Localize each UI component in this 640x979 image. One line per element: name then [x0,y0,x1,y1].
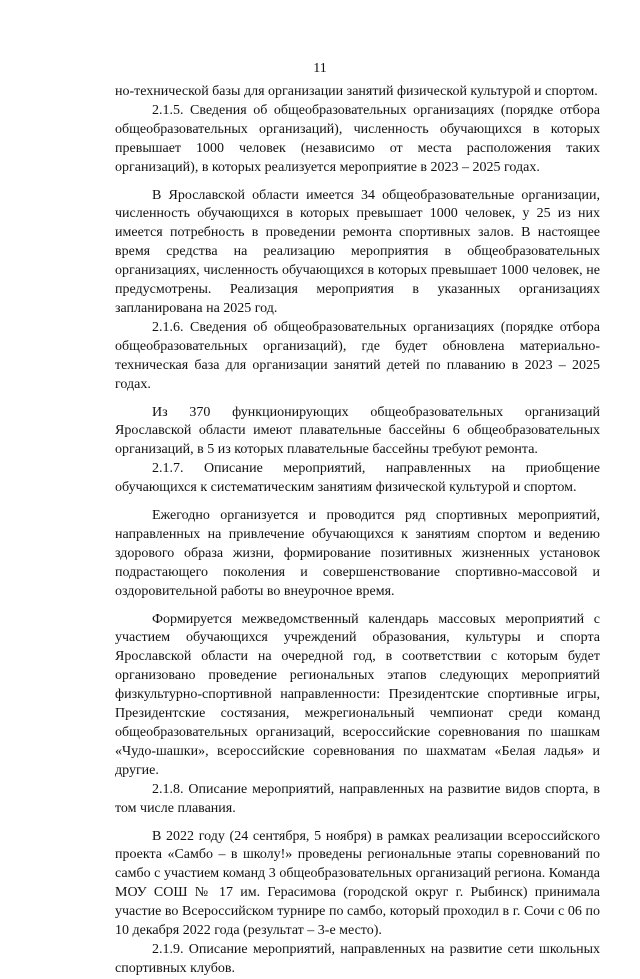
paragraph-annual-events: Ежегодно организуется и проводится ряд спортивных мероприятий, направленных на привлечение обучающихся к занятиям спортом и ведению здорового образа жизни, формирование позитивных жизненных установок подрастающего поколения и совершенствование спортивно-массовой и оздоровительной работы во внеурочное время. [115,508,600,599]
paragraph-section-2-1-7: 2.1.7. Описание мероприятий, направленных на приобщение обучающихся к систематическим занятиям физической культурой и спортом. [115,461,600,496]
page-number: 11 [313,61,327,76]
paragraph-section-2-1-9: 2.1.9. Описание мероприятий, направленных на развитие сети школьных спортивных клубов. [115,941,600,976]
paragraph-large-schools: В Ярославской области имеется 34 общеобразовательные организации, численность обучающихся в которых превышает 1000 человек, у 25 из них имеется потребность в проведении ремонта спортивных залов. В настоящее время средства на реализацию мероприятия в общеобразовательных организациях, численность обучающихся в которых превышает 1000 человек, не предусмотрены. Реализация мероприятия в указанных организациях запланирована на 2025 год. [115,187,600,316]
paragraph-section-2-1-5: 2.1.5. Сведения об общеобразовательных организациях (порядке отбора общеобразовательных организаций), численность обучающихся в которых превышает 1000 человек (независимо от места расположения таких организаций), в которых реализуется мероприятие в 2023 – 2025 годах. [115,102,600,175]
paragraph-calendar: Формируется межведомственный календарь массовых мероприятий с участием обучающихся учреждений образования, культуры и спорта Ярославской области на очередной год, в соответствии с которым будет организовано проведение региональных этапов следующих мероприятий физкультурно-спортивной направленности: Президентские спортивные игры, Президентские состязания, межрегиональный чемпионат среди команд общеобразовательных организаций, всероссийские соревнования по шашкам «Чудо-шашки», всероссийские соревнования по шахматам «Белая ладья» и другие. [115,611,600,778]
paragraph-continued: но-технической базы для организации занятий физической культурой и спортом. [115,84,598,99]
paragraph-section-2-1-8: 2.1.8. Описание мероприятий, направленных на развитие видов спорта, в том числе плавания. [115,781,600,816]
document-body [115,83,600,979]
paragraph-swimming-pools: Из 370 функционирующих общеобразовательных организаций Ярославской области имеют плавательные бассейны 6 общеобразовательных организаций, в 5 из которых плавательные бассейны требуют ремонта. [115,404,600,458]
paragraph-sambo-project: В 2022 году (24 сентября, 5 ноября) в рамках реализации всероссийского проекта «Самбо – в школу!» проведены региональные этапы соревнований по самбо с участием команд 3 общеобразовательных организаций региона. Команда МОУ СОШ № 17 им. Герасимова (городской округ г. Рыбинск) принимала участие во Всероссийском турнире по самбо, который проходил в г. Сочи с 06 по 10 декабря 2022 года (результат – 3-е место). [115,828,600,939]
paragraph-section-2-1-6: 2.1.6. Сведения об общеобразовательных организациях (порядке отбора общеобразовательных организаций), где будет обновлена материально-техническая база для организации занятий детей по плаванию в 2023 – 2025 годах. [115,319,600,392]
